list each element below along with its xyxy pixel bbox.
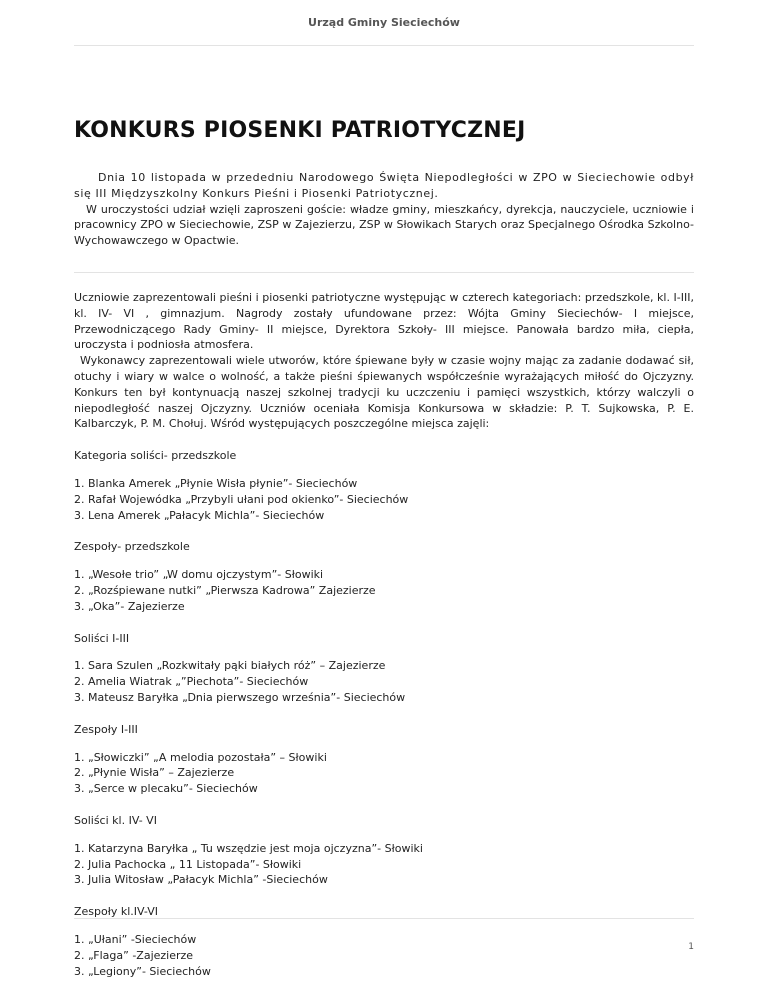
category-heading: Zespoły I-III xyxy=(74,722,138,736)
list-item: 3. „Serce w plecaku”- Sieciechów xyxy=(74,782,258,796)
category-heading: Kategoria soliści- przedszkole xyxy=(74,449,237,463)
results-list xyxy=(74,658,694,705)
footer-divider xyxy=(74,918,694,919)
results-list xyxy=(74,750,694,797)
site-header xyxy=(74,0,694,46)
category-heading: Soliści kl. IV- VI xyxy=(74,813,157,827)
results-list xyxy=(74,841,694,888)
body-paragraph-1: Uczniowie zaprezentowali pieśni i piosenki patriotyczne występując w czterech kategoriach: przedszkole, kl. I-III, kl. IV- VI , gimnazjum. Nagrody zostały ufundowane przez: Wójta Gminy Sieciechów- I miejsce, Przewodniczącego Rady Gminy- II miejsce, Dyrektora Szkoły- III miejsce. Panowała bardzo miła, ciepła, uroczysta i podniosła atmosfera. xyxy=(74,291,694,352)
site-name: Urząd Gminy Sieciechów xyxy=(308,16,460,29)
list-item: 3. „Legiony”- Sieciechów xyxy=(74,964,211,978)
list-item: 2. „Flaga” -Zajezierze xyxy=(74,948,194,962)
article-body xyxy=(74,290,694,979)
list-item: 3. Mateusz Baryłka „Dnia pierwszego września”- Sieciechów xyxy=(74,690,406,704)
section-divider xyxy=(74,272,694,273)
page-number: 1 xyxy=(688,942,694,952)
results-list xyxy=(74,476,694,523)
results-list xyxy=(74,932,694,979)
list-item: 2. Julia Pachocka „ 11 Listopada”- Słowiki xyxy=(74,857,302,871)
list-item: 3. Julia Witosław „Pałacyk Michla” -Sieciechów xyxy=(74,873,328,887)
list-item: 1. „Ułani” -Sieciechów xyxy=(74,932,197,946)
article-intro xyxy=(74,170,694,249)
list-item: 1. Blanka Amerek „Płynie Wisła płynie”- Sieciechów xyxy=(74,476,358,490)
results-list xyxy=(74,567,694,614)
list-item: 1. „Słowiczki” „A melodia pozostała” – Słowiki xyxy=(74,750,327,764)
list-item: 2. „Rozśpiewane nutki” „Pierwsza Kadrowa” Zajezierze xyxy=(74,583,376,597)
article-title: KONKURS PIOSENKI PATRIOTYCZNEJ xyxy=(74,118,526,143)
intro-paragraph-2: W uroczystości udział wzięli zaproszeni goście: władze gminy, mieszkańcy, dyrekcja, nauczyciele, uczniowie i pracownicy ZPO w Sieciechowie, ZSP w Zajezierzu, ZSP w Słowikach Starych oraz Specjalnego Ośrodka Szkolno-Wychowawczego w Opactwie. xyxy=(74,202,694,248)
body-paragraph-2: Wykonawcy zaprezentowali wiele utworów, które śpiewane były w czasie wojny mając za zadanie dodawać sił, otuchy i wiary w walce o wolność, a także pieśni śpiewanych współcześnie wyrażających miłość do Ojczyzny. Konkurs ten był kontynuacją naszej szkolnej tradycji ku uczczeniu i pamięci wszystkich, którzy walczyli o niepodległość naszej Ojczyzny. Uczniów oceniała Komisja Konkursowa w składzie: P. T. Sujkowska, P. E. Kalbarczyk, P. M. Chołuj. Wśród występujących poszczególne miejsca zajęli: xyxy=(74,354,694,431)
category-heading: Soliści I-III xyxy=(74,631,130,645)
list-item: 2. Amelia Wiatrak „”Piechota”- Sieciechów xyxy=(74,675,309,689)
list-item: 3. „Oka”- Zajezierze xyxy=(74,599,185,613)
list-item: 1. „Wesołe trio” „W domu ojczystym”- Słowiki xyxy=(74,568,324,582)
list-item: 3. Lena Amerek „Pałacyk Michla”- Sieciechów xyxy=(74,508,325,522)
category-heading: Zespoły kl.IV-VI xyxy=(74,905,159,919)
intro-paragraph-1: Dnia 10 listopada w przededniu Narodowego Święta Niepodległości w ZPO w Sieciechowie odbył się III Międzyszkolny Konkurs Pieśni i Piosenki Patriotycznej. xyxy=(74,171,694,200)
list-item: 2. „Płynie Wisła” – Zajezierze xyxy=(74,766,235,780)
list-item: 1. Katarzyna Baryłka „ Tu wszędzie jest moja ojczyzna”- Słowiki xyxy=(74,841,423,855)
list-item: 2. Rafał Wojewódka „Przybyli ułani pod okienko”- Sieciechów xyxy=(74,492,409,506)
category-heading: Zespoły- przedszkole xyxy=(74,540,190,554)
list-item: 1. Sara Szulen „Rozkwitały pąki białych róż” – Zajezierze xyxy=(74,659,386,673)
